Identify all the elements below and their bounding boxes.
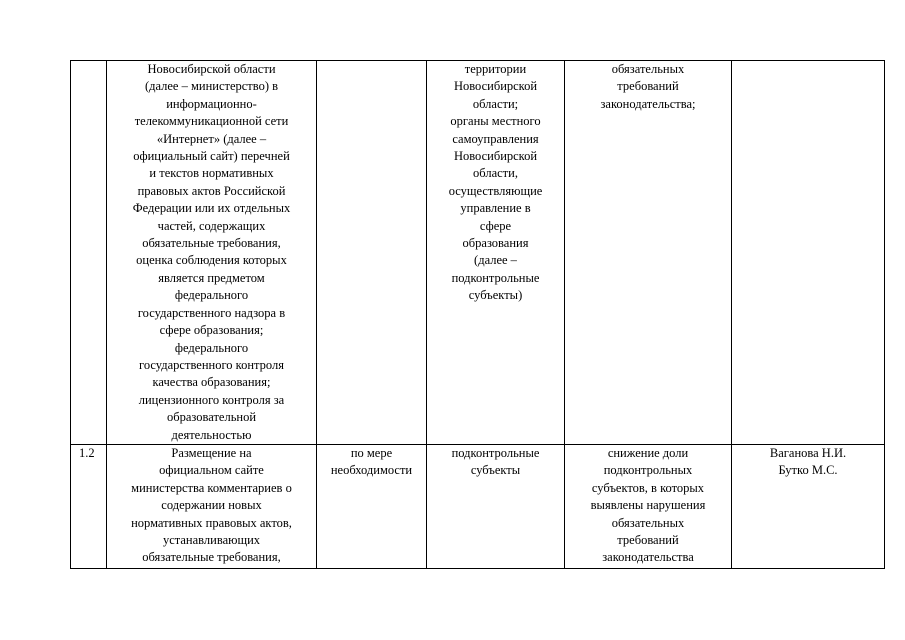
row-number: 1.2	[79, 445, 95, 460]
responsible-text: Ваганова Н.И. Бутко М.С.	[769, 445, 847, 478]
row-number-cell	[71, 61, 107, 445]
measure-cell	[107, 61, 317, 445]
subjects-text: территории Новосибирской области; органы местного самоуправления Новосибирской области, осуществляющие управление в сфере образования (далее – подконтрольные субъекты)	[448, 62, 543, 303]
result-text: снижение доли подконтрольных субъектов, в которых выявлены нарушения обязательных требований законодательства	[590, 445, 706, 565]
result-cell	[565, 444, 732, 568]
table-row	[71, 61, 885, 445]
measure-cell	[107, 444, 317, 568]
table-row	[71, 444, 885, 568]
result-cell	[565, 61, 732, 445]
responsible-cell	[732, 444, 885, 568]
responsible-cell	[732, 61, 885, 445]
term-cell	[317, 61, 427, 445]
row-number-cell	[71, 444, 107, 568]
subjects-cell	[427, 61, 565, 445]
term-cell	[317, 444, 427, 568]
term-text: по мере необходимости	[330, 445, 413, 478]
plan-table	[70, 60, 885, 569]
subjects-text: подконтрольные субъекты	[451, 445, 540, 478]
measure-text: Размещение на официальном сайте министерства комментариев о содержании новых нормативных правовых актов, устанавливающих обязательные требования,	[131, 445, 292, 565]
measure-text: Новосибирской области (далее – министерство) в информационно- телекоммуникационной сети «Интернет» (далее – официальный сайт) перечней и текстов нормативных правовых актов Российской Федерации или их отдельных частей, содержащих обязательные требования, оценка соблюдения которых является предметом федерального государственного надзора в сфере образования; федерального государственного контроля качества образования; лицензионного контроля за образовательной деятельностью	[132, 62, 291, 442]
result-text: обязательных требований законодательства;	[600, 62, 696, 111]
subjects-cell	[427, 444, 565, 568]
